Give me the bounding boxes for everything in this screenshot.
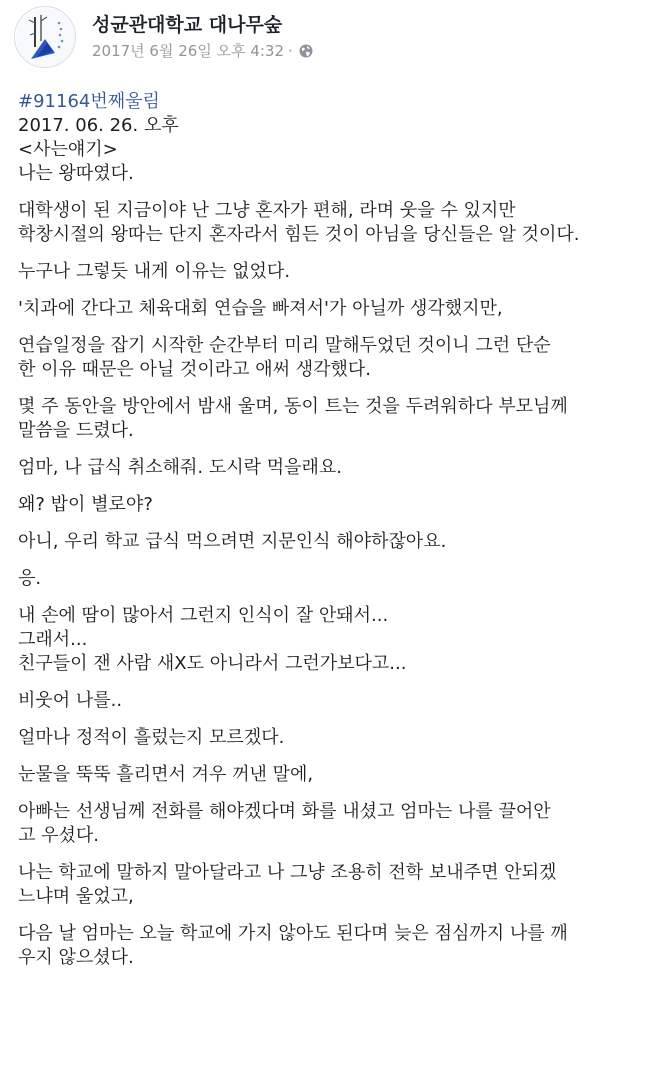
hashtag-link[interactable]: #91164번째울림 [18, 91, 160, 112]
post-line: 한 이유 때문은 아닐 것이라고 애써 생각했다. [18, 359, 372, 380]
meta-separator: · [288, 41, 293, 60]
post-line: 아빠는 선생님께 전화를 해야겠다며 화를 내셨고 엄마는 나를 끌어안 [18, 801, 551, 822]
post-paragraph [18, 456, 648, 480]
post-line: 엄마, 나 급식 취소해줘. 도시락 먹을래요. [18, 457, 342, 478]
post-line: '치과에 간다고 체육대회 연습을 빠져서'가 아닐까 생각했지만, [18, 298, 503, 319]
post-line: 느냐며 울었고, [18, 886, 134, 907]
post-paragraph [18, 567, 648, 591]
post-paragraph [18, 199, 648, 247]
post-line: 아니, 우리 학교 급식 먹으려면 지문인식 해야하잖아요. [18, 531, 447, 552]
post-paragraph [18, 689, 648, 713]
post-line: 왜? 밥이 별로야? [18, 494, 153, 515]
post-date-line: 2017. 06. 26. 오후 [18, 115, 179, 136]
post-header [0, 0, 658, 76]
post-subject: <사는얘기> [18, 139, 118, 160]
post-line: 연습일정을 잡기 시작한 순간부터 미리 말해두었던 것이니 그런 단순 [18, 335, 551, 356]
post-line: 그래서... [18, 629, 88, 650]
post-paragraph [18, 493, 648, 517]
page-avatar[interactable] [14, 6, 76, 68]
post-paragraph [18, 604, 648, 676]
post-line: 학창시절의 왕따는 단지 혼자라서 힘든 것이 아님을 당신들은 알 것이다. [18, 224, 580, 245]
post-line: 눈물을 뚝뚝 흘리면서 겨우 꺼낸 말에, [18, 764, 314, 785]
post-line: 우지 않으셨다. [18, 947, 134, 968]
post-line: 누구나 그렇듯 내게 이유는 없었다. [18, 261, 291, 282]
post-line: 대학생이 된 지금이야 난 그냥 혼자가 편해, 라며 웃을 수 있지만 [18, 200, 516, 221]
post-paragraph [18, 726, 648, 750]
post-paragraph [18, 861, 648, 909]
post-paragraph [18, 530, 648, 554]
post-paragraph [18, 334, 648, 382]
post-paragraph [18, 922, 648, 970]
post-paragraph [18, 260, 648, 284]
post-line: 나는 왕따였다. [18, 163, 134, 184]
post-line: 내 손에 땀이 많아서 그런지 인식이 잘 안돼서... [18, 605, 389, 626]
post-paragraph [18, 763, 648, 787]
post-line: 다음 날 엄마는 오늘 학교에 가지 않아도 된다며 늦은 점심까지 나를 깨 [18, 923, 568, 944]
post-meta [92, 40, 313, 61]
post-line: 고 우셨다. [18, 825, 99, 846]
post-timestamp[interactable]: 2017년 6월 26일 오후 4:32 [92, 42, 285, 60]
post-heading [18, 90, 648, 186]
post-line: 얼마나 정적이 흘렀는지 모르겠다. [18, 727, 285, 748]
globe-icon[interactable] [299, 44, 313, 58]
post-line: 응. [18, 568, 42, 589]
post-paragraph [18, 297, 648, 321]
post-body [18, 90, 648, 983]
post-paragraph [18, 395, 648, 443]
post-line: 말씀을 드렸다. [18, 420, 134, 441]
bamboo-logo-icon [15, 7, 76, 68]
page-name-link[interactable]: 성균관대학교 대나무숲 [92, 14, 283, 36]
post-line: 친구들이 잰 사람 새X도 아니라서 그런가보다고... [18, 653, 407, 674]
post-line: 몇 주 동안을 방안에서 밤새 울며, 동이 트는 것을 두려워하다 부모님께 [18, 396, 568, 417]
post-line: 비웃어 나를.. [18, 690, 123, 711]
post-line: 나는 학교에 말하지 말아달라고 나 그냥 조용히 전학 보내주면 안되겠 [18, 862, 557, 883]
post-paragraph [18, 800, 648, 848]
